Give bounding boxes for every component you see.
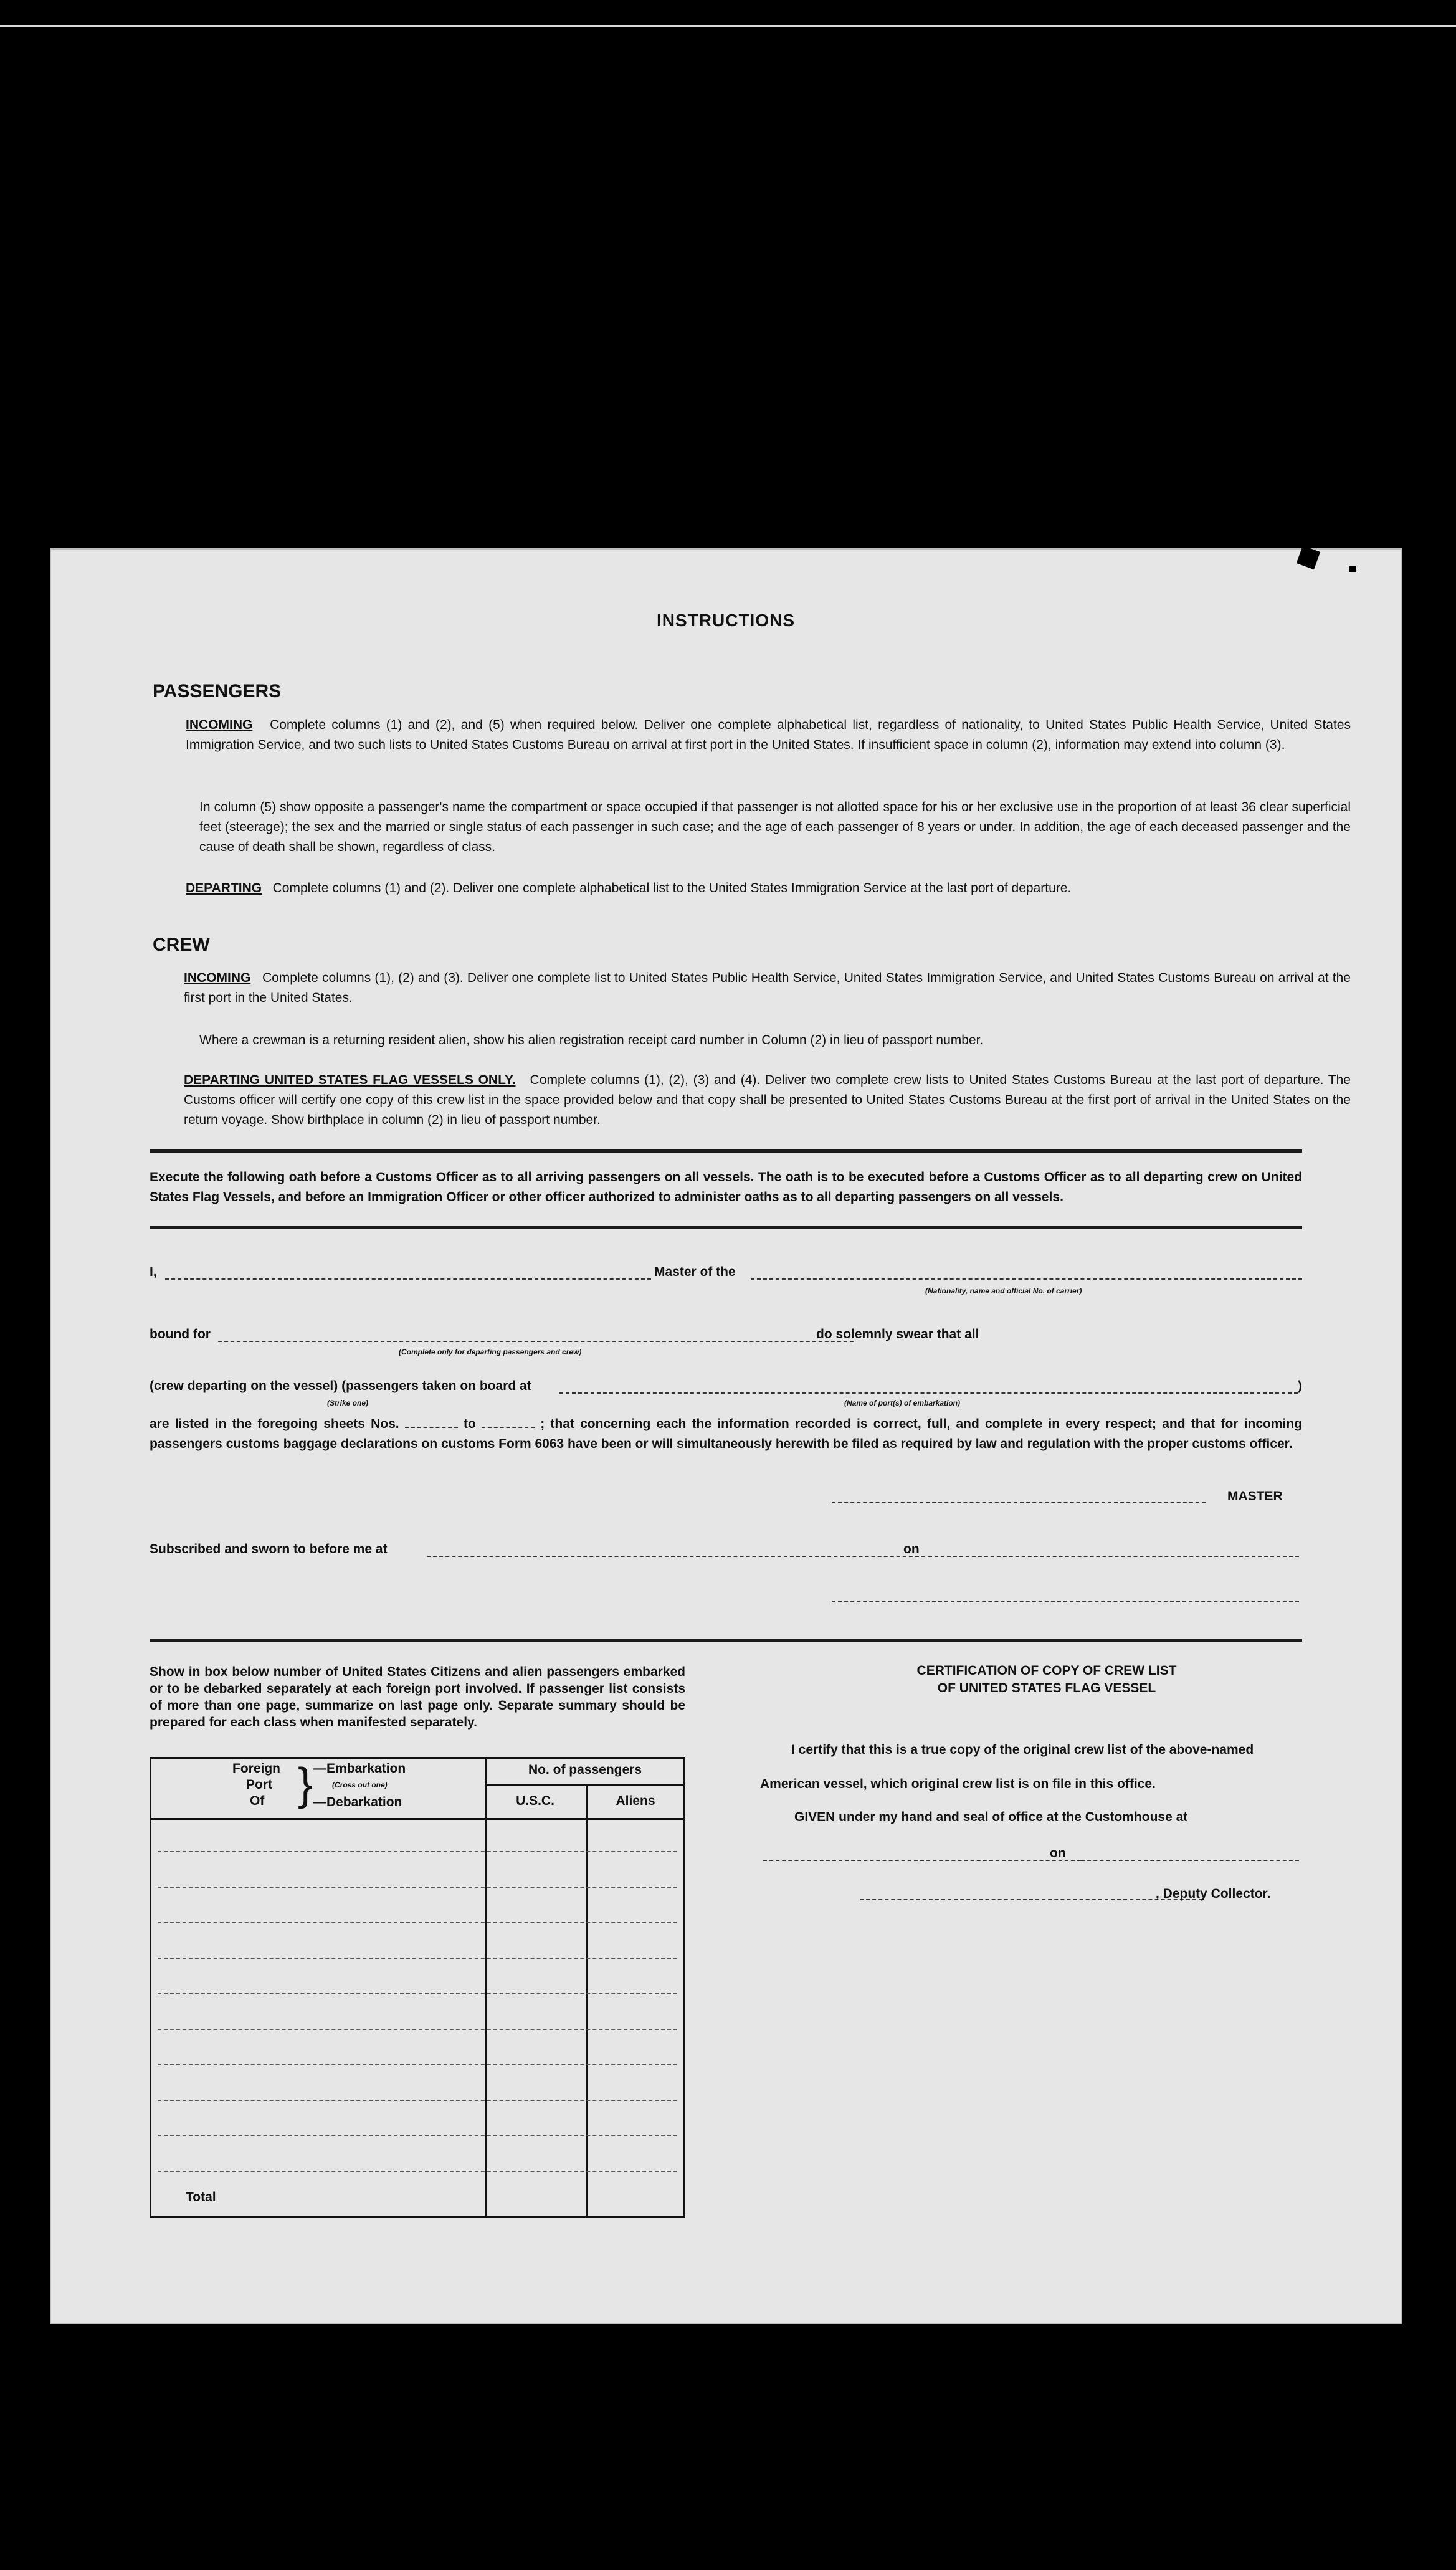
sheet-from-field[interactable] — [405, 1427, 458, 1428]
summary-instructions: Show in box below number of United States Citizens and alien passengers embarked or to be debarked separately at each foreign port involved. If passenger list consists of more than one page, summarize on last page only. Separate summary should be prepared for each class when manifested separately. — [150, 1665, 685, 1730]
certification-deputy: , Deputy Collector. — [1156, 1887, 1271, 1901]
passengers-departing — [186, 878, 1351, 898]
crew-incoming-label: INCOMING — [184, 971, 251, 985]
master-label: MASTER — [1227, 1489, 1283, 1503]
summary-of: Of — [250, 1794, 265, 1808]
crew-departing-label: DEPARTING UNITED STATES FLAG VESSELS ONLY. — [184, 1073, 516, 1087]
summary-debarkation: —Debarkation — [313, 1795, 402, 1809]
certification-given: GIVEN under my hand and seal of office at the Customhouse at — [794, 1810, 1188, 1824]
passenger-summary-table — [150, 1757, 685, 2218]
certification-on: on — [1050, 1846, 1066, 1860]
corner-punch-mark — [1297, 546, 1320, 569]
oath-close-paren: ) — [1298, 1379, 1302, 1393]
strike-note: (Strike one) — [327, 1399, 369, 1407]
subscribed-label: Subscribed and sworn to before me at — [150, 1542, 388, 1556]
vessel-field[interactable] — [751, 1278, 1302, 1280]
summary-row[interactable] — [158, 2171, 677, 2172]
certification-text-2: American vessel, which original crew list is on file in this office. — [760, 1777, 1156, 1791]
customhouse-field[interactable] — [763, 1860, 1081, 1861]
summary-row[interactable] — [158, 2029, 677, 2030]
summary-cross-out: (Cross out one) — [332, 1781, 388, 1789]
bound-note: (Complete only for departing passengers and crew) — [399, 1348, 582, 1356]
subscribed-date-field[interactable] — [928, 1556, 1299, 1557]
oath-listed — [150, 1414, 1302, 1454]
crew-departing — [184, 1070, 1351, 1130]
summary-no-passengers: No. of passengers — [528, 1763, 642, 1777]
sheet-to-field[interactable] — [482, 1427, 535, 1428]
subscribed-on: on — [903, 1542, 920, 1556]
summary-row[interactable] — [158, 1851, 677, 1852]
crew-departing-text: Complete columns (1), (2), (3) and (4). Deliver two complete crew lists to United States Customs Bureau at the last port of departure. The Customs officer will certify one copy of this crew list in the space provided below and that copy shall be presented to United States Customs Bureau at the first port of arrival in the United States on the return voyage. Show birthplace in column (2) in lieu of passport number. — [184, 1073, 1351, 1127]
oath-listed-b: ; that concerning each the information recorded is correct, full, and complete in every respect; and that for incoming passengers customs baggage declarations on customs Form 6063 have been or will simultaneously herewith be filed as required by law and regulation with the proper customs officer. — [150, 1417, 1302, 1451]
passengers-departing-text: Complete columns (1) and (2). Deliver one complete alphabetical list to the United States Immigration Service at the last port of departure. — [272, 881, 1072, 895]
form-sheet — [50, 548, 1402, 2324]
passengers-departing-label: DEPARTING — [186, 881, 262, 895]
top-scan-line — [0, 25, 1456, 27]
subscribed-place-field[interactable] — [427, 1556, 931, 1557]
summary-embarkation: —Embarkation — [313, 1761, 406, 1776]
passengers-heading: PASSENGERS — [153, 681, 282, 702]
master-name-field[interactable] — [165, 1278, 651, 1280]
crew-heading: CREW — [153, 935, 210, 955]
certification-title-2: OF UNITED STATES FLAG VESSEL — [937, 1681, 1156, 1695]
summary-brace: } — [298, 1759, 313, 1809]
bound-for-field[interactable] — [218, 1341, 854, 1342]
summary-port: Port — [246, 1778, 272, 1792]
summary-row[interactable] — [158, 2135, 677, 2136]
oath-crew-departing: (crew departing on the vessel) (passengers taken on board at — [150, 1379, 531, 1393]
oath-master-of: Master of the — [654, 1265, 736, 1279]
certification-title-1: CERTIFICATION OF COPY OF CREW LIST — [916, 1663, 1177, 1678]
deputy-signature-field[interactable] — [860, 1899, 1202, 1900]
oath-listed-to: to — [464, 1417, 476, 1431]
crew-incoming — [184, 968, 1351, 1008]
passengers-incoming-text: Complete columns (1) and (2), and (5) when required below. Deliver one complete alphabetical list, regardless of nationality, to United States Public Health Service, United States Immigration Service, and two such lists to United States Customs Bureau on arrival at first port in the United States. If insufficient space in column (2), information may extend into column (3). — [186, 718, 1351, 752]
certification-text-1: I certify that this is a true copy of the original crew list of the above-named — [791, 1743, 1254, 1757]
oath-bound-for: bound for — [150, 1327, 211, 1341]
divider-rule — [150, 1639, 1302, 1642]
oath-i-label: I, — [150, 1265, 157, 1279]
master-signature-field[interactable] — [832, 1502, 1206, 1503]
passengers-incoming — [186, 715, 1351, 755]
summary-row[interactable] — [158, 1958, 677, 1959]
summary-total: Total — [186, 2190, 216, 2204]
summary-row[interactable] — [158, 1922, 677, 1923]
summary-usc: U.S.C. — [516, 1794, 554, 1808]
crew-resident-note: Where a crewman is a returning resident alien, show his alien registration receipt card number in Column (2) in lieu of passport number. — [199, 1033, 984, 1047]
oath-intro: Execute the following oath before a Customs Officer as to all arriving passengers on all vessels. The oath is to be executed before a Customs Officer as to all departing crew on United States Flag Vessels, and before an Immigration Officer or other officer authorized to administer oaths as to all departing passengers on all vessels. — [150, 1170, 1302, 1204]
corner-punch-mark-2 — [1349, 566, 1356, 572]
passengers-column5: In column (5) show opposite a passenger's name the compartment or space occupied if that passenger is not allotted space for his or her exclusive use in the proportion of at least 36 clear superficial feet (steerage); the sex and the married or single status of each passenger in such case; and the age of each passenger of 8 years or under. In addition, the age of each deceased passenger and the cause of death shall be shown, regardless of class. — [199, 800, 1351, 854]
summary-foreign: Foreign — [232, 1761, 280, 1776]
summary-row[interactable] — [158, 2064, 677, 2065]
summary-aliens: Aliens — [616, 1794, 655, 1808]
divider-rule — [150, 1149, 1302, 1153]
embarkation-port-field[interactable] — [559, 1392, 1298, 1394]
summary-row[interactable] — [158, 1993, 677, 1994]
page-title: INSTRUCTIONS — [657, 611, 795, 630]
officer-signature-field[interactable] — [832, 1601, 1299, 1602]
summary-row[interactable] — [158, 2100, 677, 2101]
ports-note: (Name of port(s) of embarkation) — [844, 1399, 961, 1407]
passengers-incoming-label: INCOMING — [186, 718, 253, 732]
crew-incoming-text: Complete columns (1), (2) and (3). Deliver one complete list to United States Public Health Service, United States Immigration Service, and United States Customs Bureau on arrival at the first port in the United States. — [184, 971, 1351, 1005]
summary-row[interactable] — [158, 1887, 677, 1888]
nationality-note: (Nationality, name and official No. of carrier) — [925, 1287, 1082, 1295]
oath-listed-a: are listed in the foregoing sheets Nos. — [150, 1417, 399, 1431]
oath-swear: do solemnly swear that all — [816, 1327, 979, 1341]
certification-date-field[interactable] — [1081, 1860, 1299, 1861]
divider-rule — [150, 1226, 1302, 1229]
